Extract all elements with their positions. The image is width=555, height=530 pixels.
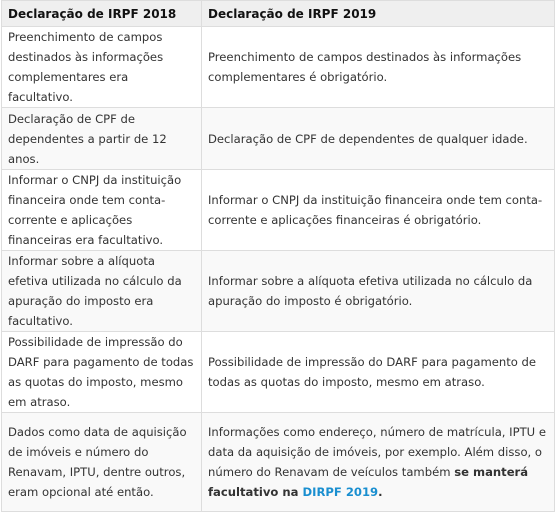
cell-2018: Informar sobre a alíquota efetiva utilizada no cálculo da apuração do imposto era facultativo.: [2, 251, 202, 332]
cell-2019-period: .: [378, 485, 383, 499]
cell-2018: Declaração de CPF de dependentes a partir de 12 anos.: [2, 108, 202, 170]
cell-2019: Informar o CNPJ da instituição financeira onde tem conta-corrente e aplicações financeiras é obrigatório.: [202, 170, 555, 251]
table-row: [2, 251, 555, 332]
cell-2018: Preenchimento de campos destinados às informações complementares era facultativo.: [2, 27, 202, 108]
table-header-row: [2, 1, 555, 27]
cell-2019: Declaração de CPF de dependentes de qualquer idade.: [202, 108, 555, 170]
cell-2019: [202, 413, 555, 512]
dirpf-2019-link[interactable]: DIRPF 2019: [302, 485, 379, 499]
cell-2019-text: Informações como endereço, número de matrícula, IPTU e data da aquisição de imóveis, por exemplo. Além disso, o número do Renavam de veículos também: [208, 425, 546, 479]
irpf-comparison-table: [1, 0, 555, 512]
table-row: [2, 413, 555, 512]
cell-2018: Dados como data de aquisição de imóveis e número do Renavam, IPTU, dentre outros, eram opcional até então.: [2, 413, 202, 512]
table-row: [2, 170, 555, 251]
header-irpf-2018: Declaração de IRPF 2018: [2, 1, 202, 27]
header-irpf-2019: Declaração de IRPF 2019: [202, 1, 555, 27]
table-row: [2, 332, 555, 413]
table-row: [2, 27, 555, 108]
table-row: [2, 108, 555, 170]
cell-2018: Possibilidade de impressão do DARF para pagamento de todas as quotas do imposto, mesmo em atraso.: [2, 332, 202, 413]
cell-2019: Possibilidade de impressão do DARF para pagamento de todas as quotas do imposto, mesmo em atraso.: [202, 332, 555, 413]
cell-2019-bold-text: se manterá facultativo na: [208, 465, 529, 499]
cell-2018: Informar o CNPJ da instituição financeira onde tem conta-corrente e aplicações financeiras era facultativo.: [2, 170, 202, 251]
cell-2019: Informar sobre a alíquota efetiva utilizada no cálculo da apuração do imposto é obrigatório.: [202, 251, 555, 332]
cell-2019: Preenchimento de campos destinados às informações complementares é obrigatório.: [202, 27, 555, 108]
